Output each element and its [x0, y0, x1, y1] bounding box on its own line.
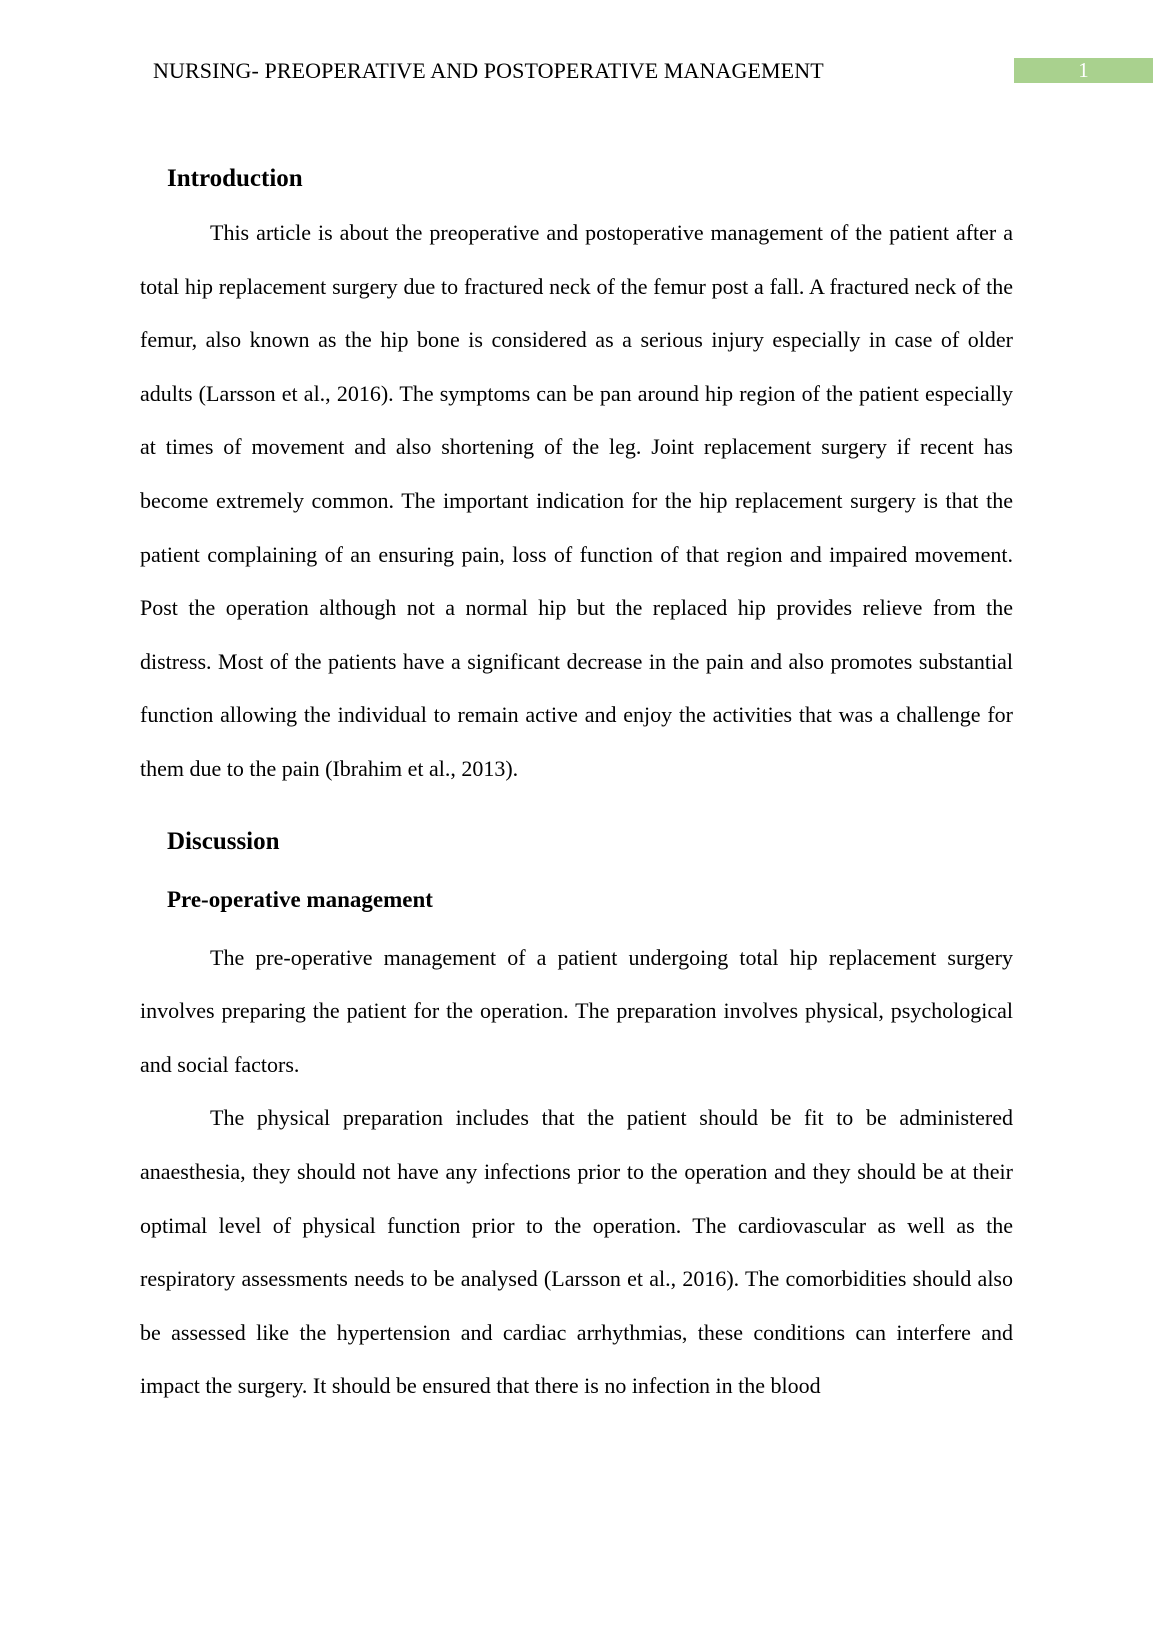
preoperative-paragraph-2: The physical preparation includes that the patient should be fit to be administered anaesthesia, they should not have any infections prior to the operation and they should be at their optimal level of physical function prior to the operation. The cardiovascular as well as the respiratory assessments needs to be analysed (Larsson et al., 2016). The comorbidities should also be assessed like the hypertension and cardiac arrhythmias, these conditions can interfere and impact the surgery. It should be ensured that there is no infection in the blood [140, 1105, 1013, 1399]
introduction-paragraph: This article is about the preoperative and postoperative management of the patient after a total hip replacement surgery due to fractured neck of the femur post a fall. A fractured neck of the femur, also known as the hip bone is considered as a serious injury especially in case of older adults (Larsson et al., 2016). The symptoms can be pan around hip region of the patient especially at times of movement and also shortening of the leg. Joint replacement surgery if recent has become extremely common. The important indication for the hip replacement surgery is that the patient complaining of an ensuring pain, loss of function of that region and impaired movement. Post the operation although not a normal hip but the replaced hip provides relieve from the distress. Most of the patients have a significant decrease in the pain and also promotes substantial function allowing the individual to remain active and enjoy the activities that was a challenge for them due to the pain (Ibrahim et al., 2013). [140, 220, 1013, 781]
page-number: 1 [1014, 58, 1153, 83]
introduction-heading: Introduction [167, 165, 303, 192]
section-spacer [140, 796, 1013, 815]
discussion-heading: Discussion [167, 827, 280, 855]
preoperative-paragraph-1: The pre-operative management of a patient undergoing total hip replacement surgery involves preparing the patient for the operation. The preparation involves physical, psychological and social factors. [140, 944, 1013, 1077]
preoperative-heading: Pre-operative management [167, 886, 433, 912]
document-body [140, 152, 1013, 1413]
running-header: NURSING- PREOPERATIVE AND POSTOPERATIVE MANAGEMENT [153, 58, 824, 83]
